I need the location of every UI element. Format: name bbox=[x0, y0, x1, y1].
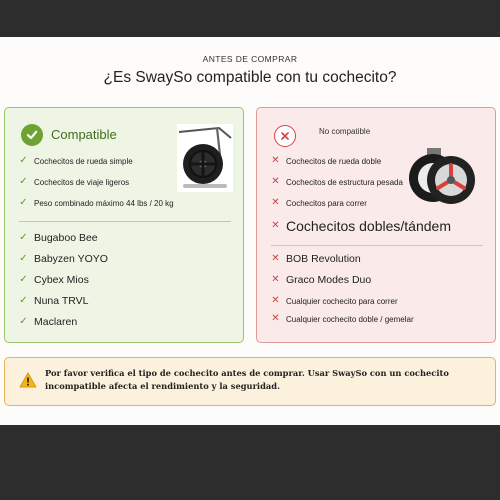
brand-item bbox=[19, 274, 89, 286]
cross-icon: ✕ bbox=[271, 274, 280, 285]
feature-label: Cochecitos de viaje ligeros bbox=[34, 177, 130, 187]
feature-label: Peso combinado máximo 44 lbs / 20 kg bbox=[34, 198, 174, 208]
double-wheel-stroller-image bbox=[407, 148, 477, 208]
divider bbox=[271, 245, 483, 246]
not-compatible-card bbox=[256, 107, 496, 343]
compatibility-section bbox=[0, 37, 500, 425]
cross-icon: ✕ bbox=[271, 197, 280, 208]
feature-item bbox=[271, 198, 367, 208]
check-circle-icon bbox=[21, 124, 43, 146]
checkmark-icon: ✓ bbox=[19, 197, 28, 208]
cross-icon: ✕ bbox=[271, 295, 280, 306]
compatible-card bbox=[4, 107, 244, 343]
feature-label: Cochecitos de rueda simple bbox=[34, 156, 133, 166]
checkmark-icon: ✓ bbox=[19, 295, 28, 306]
cross-icon: ✕ bbox=[271, 155, 280, 166]
x-circle-icon bbox=[274, 125, 296, 147]
cross-icon: ✕ bbox=[271, 176, 280, 187]
feature-label: Cochecitos de estructura pesada bbox=[286, 177, 403, 187]
feature-item bbox=[19, 177, 129, 187]
brand-label: Nuna TRVL bbox=[34, 295, 89, 307]
page-title: ¿Es SwaySo compatible con tu cochecito? bbox=[103, 69, 397, 86]
brand-label: Graco Modes Duo bbox=[286, 274, 372, 286]
not-compatible-title: No compatible bbox=[319, 127, 371, 136]
highlight-label: Cochecitos dobles/tándem bbox=[286, 218, 451, 234]
brand-label: Maclaren bbox=[34, 316, 78, 328]
brand-item bbox=[19, 232, 98, 244]
single-wheel-stroller-image bbox=[177, 124, 233, 192]
warning-notice bbox=[4, 357, 496, 406]
section-eyebrow: ANTES DE COMPRAR bbox=[202, 54, 298, 64]
cross-icon: ✕ bbox=[271, 220, 280, 231]
feature-item bbox=[19, 156, 133, 166]
brand-item bbox=[19, 295, 88, 307]
checkmark-icon: ✓ bbox=[19, 253, 28, 264]
feature-item bbox=[19, 198, 174, 208]
checkmark-icon: ✓ bbox=[19, 274, 28, 285]
feature-label: Cochecitos para correr bbox=[286, 198, 367, 208]
divider bbox=[19, 221, 231, 222]
brand-item bbox=[19, 316, 77, 328]
compatible-title: Compatible bbox=[51, 127, 117, 142]
brand-label: BOB Revolution bbox=[286, 253, 361, 265]
feature-item bbox=[271, 177, 403, 187]
cross-icon: ✕ bbox=[271, 253, 280, 264]
brand-item bbox=[271, 296, 398, 306]
brand-item bbox=[19, 253, 108, 265]
cross-icon: ✕ bbox=[271, 313, 280, 324]
warning-text: Por favor verifica el tipo de cochecito antes de comprar. Usar SwaySo con un cochecito incompatible afecta el rendimiento y la seguridad. bbox=[45, 368, 449, 391]
warning-triangle-icon bbox=[19, 372, 37, 388]
brand-item bbox=[271, 274, 371, 286]
brand-item bbox=[271, 253, 361, 265]
brand-label: Babyzen YOYO bbox=[34, 253, 108, 265]
brand-label: Cualquier cochecito para correr bbox=[286, 296, 398, 306]
feature-label: Cochecitos de rueda doble bbox=[286, 156, 382, 166]
checkmark-icon: ✓ bbox=[19, 232, 28, 243]
feature-item bbox=[271, 156, 381, 166]
checkmark-icon: ✓ bbox=[19, 155, 28, 166]
highlight-item bbox=[271, 218, 451, 234]
brand-label: Bugaboo Bee bbox=[34, 232, 98, 244]
bottom-backdrop bbox=[0, 425, 500, 500]
brand-label: Cybex Mios bbox=[34, 274, 89, 286]
checkmark-icon: ✓ bbox=[19, 316, 28, 327]
brand-item bbox=[271, 314, 414, 324]
brand-label: Cualquier cochecito doble / gemelar bbox=[286, 314, 414, 324]
checkmark-icon: ✓ bbox=[19, 176, 28, 187]
